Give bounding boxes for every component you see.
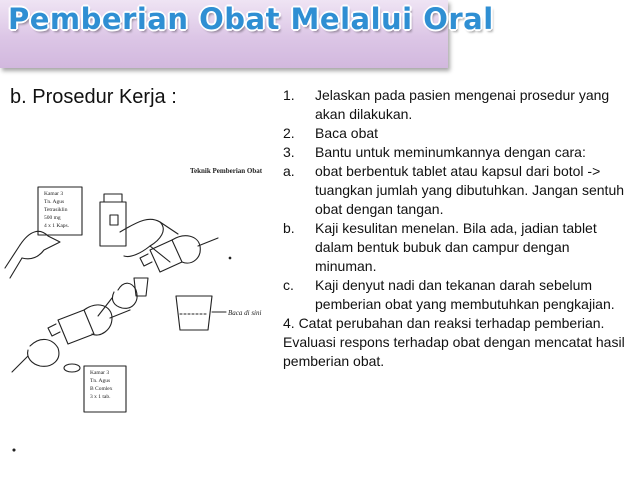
list-text: Bantu untuk meminumkannya dengan cara: xyxy=(315,144,586,160)
closing-paragraph: 4. Catat perubahan dan reaksi terhadap pemberian. Evaluasi respons terhadap obat dengan mencatat hasil pemberian obat. xyxy=(283,315,625,369)
medication-card-bottom xyxy=(84,366,126,412)
list-item xyxy=(283,219,633,276)
svg-text:Kamar 3: Kamar 3 xyxy=(44,191,64,197)
list-item xyxy=(283,86,633,124)
pill xyxy=(64,364,80,372)
list-text: Jelaskan pada pasien mengenai prosedur yang akan dilakukan. xyxy=(315,87,610,122)
svg-text:3 x 1 tab.: 3 x 1 tab. xyxy=(90,394,111,400)
figure-caption: Teknik Pemberian Obat xyxy=(190,167,263,175)
cup-label: Baca di sini xyxy=(228,309,262,317)
list-text: Kaji denyut nadi dan tekanan darah sebelum pemberian obat yang membutuhkan pengkajian. xyxy=(315,277,615,312)
svg-text:Tetrasiklin: Tetrasiklin xyxy=(44,207,68,213)
list-item xyxy=(283,143,633,162)
list-item xyxy=(283,124,633,143)
svg-text:500 mg: 500 mg xyxy=(44,215,61,221)
bottle-top xyxy=(100,194,126,246)
hand-cup xyxy=(112,283,137,308)
arm-left-top xyxy=(5,245,22,278)
bottle-pouring xyxy=(140,240,182,272)
list-item xyxy=(283,276,633,314)
list-text: Baca obat xyxy=(315,125,379,141)
measure-cup xyxy=(176,296,212,330)
medication-card-top xyxy=(38,187,82,235)
list-marker: 3. xyxy=(283,144,295,160)
bottle-bottom xyxy=(48,310,94,344)
list-marker: a. xyxy=(283,163,295,179)
list-text: Kaji kesulitan menelan. Bila ada, jadian tablet dalam bentuk bubuk dan campur dengan minuman. xyxy=(315,220,597,274)
list-item xyxy=(283,162,633,219)
hand-catch xyxy=(28,339,59,366)
list-marker: c. xyxy=(283,277,294,293)
section-subtitle: b. Prosedur Kerja : xyxy=(10,86,177,108)
slide-title: Pemberian Obat Melalui Oral xyxy=(8,2,494,36)
list-text: obat berbentuk tablet atau kapsul dari botol -> tuangkan jumlah yang dibutuhkan. Jangan sentuh obat dengan tangan. xyxy=(315,163,625,217)
oral-medication-illustration xyxy=(0,150,278,478)
list-marker: 2. xyxy=(283,125,295,141)
svg-text:4 x 1 Kaps.: 4 x 1 Kaps. xyxy=(44,223,70,229)
svg-text:Kamar 3: Kamar 3 xyxy=(90,370,110,376)
procedure-list xyxy=(283,86,633,371)
svg-text:Tn. Agus: Tn. Agus xyxy=(44,199,65,205)
svg-text:B Comlex: B Comlex xyxy=(90,386,113,392)
list-marker: 1. xyxy=(283,87,295,103)
list-marker: b. xyxy=(283,220,295,236)
medicine-cup xyxy=(134,278,148,296)
svg-text:Tn. Agus: Tn. Agus xyxy=(90,378,111,384)
